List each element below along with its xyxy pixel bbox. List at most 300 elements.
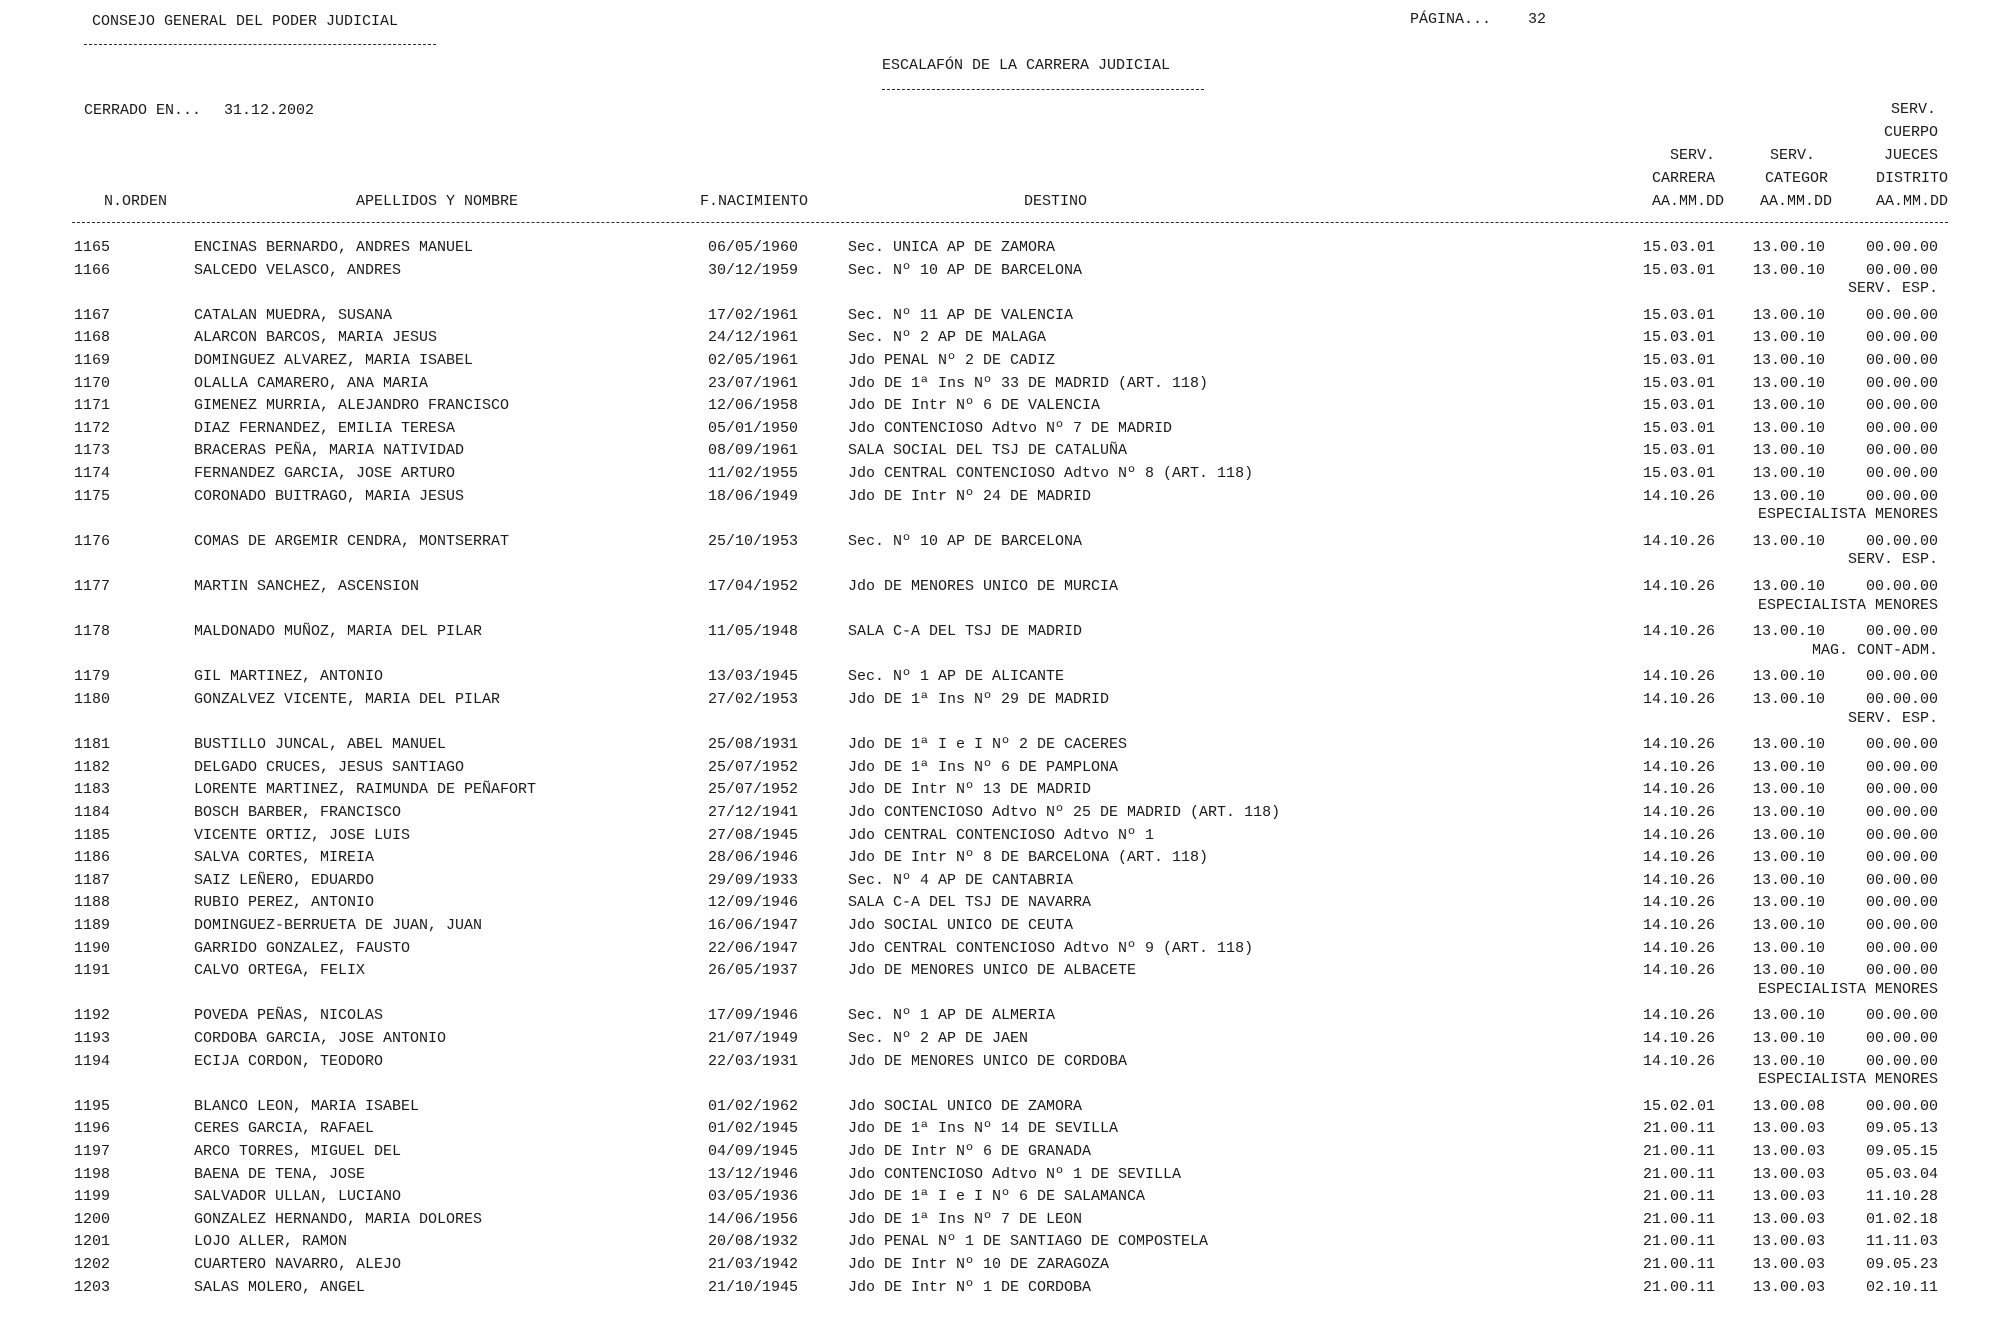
row-birth-date: 21/07/1949 bbox=[708, 1030, 799, 1047]
col-header-nacimiento: F.NACIMIENTO bbox=[700, 193, 809, 210]
table-row bbox=[0, 487, 2000, 507]
row-serv-distrito: 00.00.00 bbox=[1865, 871, 1938, 889]
row-serv-categoria: 13.00.03 bbox=[1752, 1120, 1825, 1138]
row-serv-categoria: 13.00.10 bbox=[1752, 758, 1825, 776]
row-name: GIMENEZ MURRIA, ALEJANDRO FRANCISCO bbox=[194, 397, 510, 415]
col-header-categor-1: SERV. bbox=[1769, 147, 1815, 164]
row-destination: Jdo SOCIAL UNICO DE ZAMORA bbox=[848, 1097, 1083, 1115]
row-birth-date: 02/05/1961 bbox=[708, 352, 799, 369]
row-serv-categoria: 13.00.10 bbox=[1752, 826, 1825, 844]
row-number: 1167 bbox=[74, 306, 111, 324]
row-serv-carrera: 14.10.26 bbox=[1642, 668, 1715, 686]
row-number: 1182 bbox=[74, 758, 111, 776]
row-number: 1166 bbox=[74, 261, 111, 279]
row-serv-categoria: 13.00.10 bbox=[1752, 781, 1825, 799]
col-header-carrera-2: CARRERA bbox=[1651, 170, 1715, 187]
col-header-categor-3: AA.MM.DD bbox=[1759, 193, 1832, 210]
row-number: 1169 bbox=[74, 352, 111, 369]
row-destination: Sec. Nº 2 AP DE JAEN bbox=[848, 1030, 1029, 1047]
row-number: 1201 bbox=[74, 1233, 111, 1251]
table-row bbox=[0, 758, 2000, 778]
row-serv-categoria: 13.00.10 bbox=[1752, 442, 1825, 460]
row-serv-carrera: 21.00.11 bbox=[1642, 1165, 1715, 1183]
table-row bbox=[0, 419, 2000, 439]
row-serv-distrito: 05.03.04 bbox=[1865, 1165, 1938, 1183]
row-serv-categoria: 13.00.03 bbox=[1752, 1233, 1825, 1251]
row-serv-categoria: 13.00.10 bbox=[1752, 465, 1825, 482]
row-serv-distrito: 11.11.03 bbox=[1865, 1233, 1938, 1251]
row-serv-distrito: 00.00.00 bbox=[1865, 691, 1938, 708]
table-row bbox=[0, 803, 2000, 823]
row-serv-distrito: 00.00.00 bbox=[1865, 939, 1938, 957]
organization-name: CONSEJO GENERAL DEL PODER JUDICIAL bbox=[92, 13, 399, 30]
table-row bbox=[0, 1119, 2000, 1139]
row-serv-distrito: 00.00.00 bbox=[1865, 758, 1938, 776]
row-serv-categoria: 13.00.10 bbox=[1752, 668, 1825, 686]
row-birth-date: 25/07/1952 bbox=[708, 758, 799, 776]
row-birth-date: 23/07/1961 bbox=[708, 374, 799, 392]
row-name: ALARCON BARCOS, MARIA JESUS bbox=[194, 329, 438, 347]
row-destination: Jdo DE Intr Nº 1 DE CORDOBA bbox=[848, 1278, 1092, 1296]
col-header-distrito-3: JUECES bbox=[1883, 147, 1938, 164]
row-birth-date: 25/10/1953 bbox=[708, 532, 799, 550]
row-birth-date: 22/06/1947 bbox=[708, 939, 799, 957]
row-serv-categoria: 13.00.03 bbox=[1752, 1165, 1825, 1183]
row-birth-date: 16/06/1947 bbox=[708, 917, 799, 934]
page-number: 32 bbox=[1528, 11, 1547, 28]
row-serv-carrera: 21.00.11 bbox=[1642, 1143, 1715, 1160]
row-birth-date: 17/09/1946 bbox=[708, 1007, 799, 1025]
row-name: SALVADOR ULLAN, LUCIANO bbox=[194, 1188, 402, 1206]
table-row bbox=[0, 1097, 2000, 1117]
row-name: BRACERAS PEÑA, MARIA NATIVIDAD bbox=[194, 442, 465, 460]
row-serv-carrera: 14.10.26 bbox=[1642, 758, 1715, 776]
row-name: ENCINAS BERNARDO, ANDRES MANUEL bbox=[194, 239, 474, 256]
row-name: LOJO ALLER, RAMON bbox=[194, 1233, 348, 1251]
row-serv-carrera: 14.10.26 bbox=[1642, 691, 1715, 708]
row-name: SALCEDO VELASCO, ANDRES bbox=[194, 261, 402, 279]
table-row bbox=[0, 396, 2000, 416]
row-name: BUSTILLO JUNCAL, ABEL MANUEL bbox=[194, 736, 447, 754]
row-serv-distrito: 00.00.00 bbox=[1865, 261, 1938, 279]
row-birth-date: 20/08/1932 bbox=[708, 1233, 799, 1251]
row-serv-carrera: 15.03.01 bbox=[1642, 329, 1715, 347]
row-destination: Jdo PENAL Nº 2 DE CADIZ bbox=[848, 352, 1056, 369]
row-serv-categoria: 13.00.10 bbox=[1752, 1007, 1825, 1025]
row-destination: SALA C-A DEL TSJ DE MADRID bbox=[848, 623, 1083, 641]
table-row bbox=[0, 577, 2000, 597]
col-header-categor-2: CATEGOR bbox=[1764, 170, 1828, 187]
closed-date: 31.12.2002 bbox=[224, 102, 315, 119]
row-birth-date: 11/05/1948 bbox=[708, 623, 799, 641]
row-birth-date: 21/10/1945 bbox=[708, 1278, 799, 1296]
row-name: BOSCH BARBER, FRANCISCO bbox=[194, 804, 402, 821]
row-number: 1203 bbox=[74, 1278, 111, 1296]
row-serv-carrera: 14.10.26 bbox=[1642, 894, 1715, 912]
row-serv-categoria: 13.00.03 bbox=[1752, 1188, 1825, 1206]
row-name: RUBIO PEREZ, ANTONIO bbox=[194, 894, 375, 912]
col-header-nombre: APELLIDOS Y NOMBRE bbox=[356, 193, 519, 210]
row-destination: Jdo DE MENORES UNICO DE ALBACETE bbox=[848, 962, 1137, 980]
row-birth-date: 03/05/1936 bbox=[708, 1188, 799, 1206]
row-destination: Sec. UNICA AP DE ZAMORA bbox=[848, 239, 1056, 256]
row-serv-carrera: 14.10.26 bbox=[1642, 871, 1715, 889]
row-serv-categoria: 13.00.10 bbox=[1752, 736, 1825, 754]
col-header-carrera-1: SERV. bbox=[1669, 147, 1715, 164]
row-number: 1179 bbox=[74, 668, 111, 686]
row-destination: Jdo PENAL Nº 1 DE SANTIAGO DE COMPOSTELA bbox=[848, 1233, 1209, 1251]
row-serv-categoria: 13.00.03 bbox=[1752, 1278, 1825, 1296]
row-serv-distrito: 00.00.00 bbox=[1865, 397, 1938, 415]
row-birth-date: 29/09/1933 bbox=[708, 871, 799, 889]
row-serv-categoria: 13.00.03 bbox=[1752, 1256, 1825, 1273]
row-note: MAG. CONT-ADM. bbox=[1811, 641, 1938, 659]
row-number: 1177 bbox=[74, 578, 111, 595]
row-name: CUARTERO NAVARRO, ALEJO bbox=[194, 1256, 402, 1273]
row-destination: Jdo DE MENORES UNICO DE MURCIA bbox=[848, 578, 1119, 595]
row-serv-distrito: 02.10.11 bbox=[1865, 1278, 1938, 1296]
row-name: DELGADO CRUCES, JESUS SANTIAGO bbox=[194, 758, 465, 776]
table-row bbox=[0, 1210, 2000, 1230]
row-serv-categoria: 13.00.10 bbox=[1752, 1030, 1825, 1047]
row-serv-distrito: 00.00.00 bbox=[1865, 623, 1938, 641]
row-serv-categoria: 13.00.10 bbox=[1752, 894, 1825, 912]
row-serv-carrera: 14.10.26 bbox=[1642, 826, 1715, 844]
row-serv-carrera: 15.03.01 bbox=[1642, 352, 1715, 369]
row-name: SAIZ LEÑERO, EDUARDO bbox=[194, 871, 375, 889]
row-name: CORONADO BUITRAGO, MARIA JESUS bbox=[194, 487, 465, 505]
row-destination: SALA SOCIAL DEL TSJ DE CATALUÑA bbox=[848, 442, 1128, 460]
row-number: 1170 bbox=[74, 374, 111, 392]
row-serv-carrera: 14.10.26 bbox=[1642, 736, 1715, 754]
row-serv-categoria: 13.00.10 bbox=[1752, 623, 1825, 641]
row-number: 1200 bbox=[74, 1210, 111, 1228]
row-destination: Jdo DE 1ª Ins Nº 6 DE PAMPLONA bbox=[848, 758, 1119, 776]
table-row bbox=[0, 441, 2000, 461]
row-note: SERV. ESP. bbox=[1847, 551, 1938, 569]
row-serv-carrera: 15.03.01 bbox=[1642, 419, 1715, 437]
row-note: ESPECIALISTA MENORES bbox=[1757, 596, 1938, 614]
row-number: 1186 bbox=[74, 849, 111, 867]
row-serv-carrera: 14.10.26 bbox=[1642, 532, 1715, 550]
row-serv-carrera: 15.03.01 bbox=[1642, 306, 1715, 324]
row-name: OLALLA CAMARERO, ANA MARIA bbox=[194, 374, 429, 392]
table-row bbox=[0, 690, 2000, 710]
row-name: FERNANDEZ GARCIA, JOSE ARTURO bbox=[194, 465, 456, 482]
row-name: CATALAN MUEDRA, SUSANA bbox=[194, 306, 393, 324]
row-serv-distrito: 01.02.18 bbox=[1865, 1210, 1938, 1228]
row-number: 1194 bbox=[74, 1052, 111, 1070]
col-header-destino: DESTINO bbox=[1024, 193, 1088, 210]
row-name: DOMINGUEZ ALVAREZ, MARIA ISABEL bbox=[194, 352, 474, 369]
row-serv-distrito: 00.00.00 bbox=[1865, 736, 1938, 754]
row-number: 1197 bbox=[74, 1143, 111, 1160]
row-number: 1187 bbox=[74, 871, 111, 889]
row-number: 1178 bbox=[74, 623, 111, 641]
row-number: 1185 bbox=[74, 826, 111, 844]
table-row bbox=[0, 261, 2000, 281]
table-row bbox=[0, 961, 2000, 981]
row-number: 1173 bbox=[74, 442, 111, 460]
row-serv-carrera: 15.03.01 bbox=[1642, 397, 1715, 415]
row-name: ARCO TORRES, MIGUEL DEL bbox=[194, 1143, 402, 1160]
row-serv-distrito: 00.00.00 bbox=[1865, 487, 1938, 505]
row-serv-carrera: 21.00.11 bbox=[1642, 1256, 1715, 1273]
row-destination: Jdo DE Intr Nº 6 DE VALENCIA bbox=[848, 397, 1101, 415]
row-number: 1193 bbox=[74, 1030, 111, 1047]
row-birth-date: 25/07/1952 bbox=[708, 781, 799, 799]
row-note: SERV. ESP. bbox=[1847, 280, 1938, 298]
row-name: DIAZ FERNANDEZ, EMILIA TERESA bbox=[194, 419, 456, 437]
table-row bbox=[0, 667, 2000, 687]
row-birth-date: 13/12/1946 bbox=[708, 1165, 799, 1183]
row-birth-date: 26/05/1937 bbox=[708, 962, 799, 980]
row-serv-distrito: 00.00.00 bbox=[1865, 465, 1938, 482]
row-name: GONZALEZ HERNANDO, MARIA DOLORES bbox=[194, 1210, 483, 1228]
row-destination: Jdo DE 1ª I e I Nº 2 DE CACERES bbox=[848, 736, 1128, 754]
row-birth-date: 28/06/1946 bbox=[708, 849, 799, 867]
row-serv-distrito: 00.00.00 bbox=[1865, 1052, 1938, 1070]
row-name: GIL MARTINEZ, ANTONIO bbox=[194, 668, 384, 686]
row-serv-carrera: 14.10.26 bbox=[1642, 1030, 1715, 1047]
row-serv-categoria: 13.00.10 bbox=[1752, 306, 1825, 324]
row-number: 1202 bbox=[74, 1256, 111, 1273]
row-serv-distrito: 00.00.00 bbox=[1865, 917, 1938, 934]
col-header-distrito-5: AA.MM.DD bbox=[1875, 193, 1948, 210]
row-serv-categoria: 13.00.10 bbox=[1752, 849, 1825, 867]
row-serv-categoria: 13.00.10 bbox=[1752, 261, 1825, 279]
row-name: DOMINGUEZ-BERRUETA DE JUAN, JUAN bbox=[194, 917, 483, 934]
document-title: ESCALAFÓN DE LA CARRERA JUDICIAL bbox=[882, 57, 1171, 74]
row-name: SALAS MOLERO, ANGEL bbox=[194, 1278, 366, 1296]
table-row bbox=[0, 939, 2000, 959]
row-birth-date: 17/02/1961 bbox=[708, 306, 799, 324]
row-destination: Sec. Nº 1 AP DE ALICANTE bbox=[848, 668, 1065, 686]
row-number: 1172 bbox=[74, 419, 111, 437]
row-serv-distrito: 00.00.00 bbox=[1865, 239, 1938, 256]
row-serv-categoria: 13.00.10 bbox=[1752, 939, 1825, 957]
row-serv-carrera: 15.03.01 bbox=[1642, 239, 1715, 256]
row-destination: Jdo CONTENCIOSO Adtvo Nº 1 DE SEVILLA bbox=[848, 1165, 1182, 1183]
row-name: SALVA CORTES, MIREIA bbox=[194, 849, 375, 867]
row-serv-distrito: 00.00.00 bbox=[1865, 804, 1938, 821]
row-birth-date: 27/12/1941 bbox=[708, 804, 799, 821]
row-number: 1168 bbox=[74, 329, 111, 347]
row-serv-categoria: 13.00.10 bbox=[1752, 578, 1825, 595]
row-name: ECIJA CORDON, TEODORO bbox=[194, 1052, 384, 1070]
table-row bbox=[0, 464, 2000, 484]
row-number: 1184 bbox=[74, 804, 111, 821]
row-note: ESPECIALISTA MENORES bbox=[1757, 980, 1938, 998]
row-destination: Jdo DE MENORES UNICO DE CORDOBA bbox=[848, 1052, 1128, 1070]
row-destination: Jdo CONTENCIOSO Adtvo Nº 7 DE MADRID bbox=[848, 419, 1173, 437]
table-row bbox=[0, 532, 2000, 552]
row-birth-date: 22/03/1931 bbox=[708, 1052, 799, 1070]
table-row bbox=[0, 1165, 2000, 1185]
table-row bbox=[0, 328, 2000, 348]
table-row bbox=[0, 622, 2000, 642]
page-label: PÁGINA... bbox=[1410, 11, 1492, 28]
row-name: LORENTE MARTINEZ, RAIMUNDA DE PEÑAFORT bbox=[194, 781, 537, 799]
row-number: 1195 bbox=[74, 1097, 111, 1115]
row-serv-distrito: 00.00.00 bbox=[1865, 1030, 1938, 1047]
row-number: 1196 bbox=[74, 1120, 111, 1138]
table-row bbox=[0, 893, 2000, 913]
row-serv-categoria: 13.00.10 bbox=[1752, 917, 1825, 934]
row-number: 1175 bbox=[74, 487, 111, 505]
row-serv-distrito: 11.10.28 bbox=[1865, 1188, 1938, 1206]
row-destination: Jdo DE Intr Nº 13 DE MADRID bbox=[848, 781, 1092, 799]
row-serv-carrera: 14.10.26 bbox=[1642, 781, 1715, 799]
table-row bbox=[0, 1029, 2000, 1049]
row-serv-carrera: 14.10.26 bbox=[1642, 804, 1715, 821]
row-destination: Jdo DE 1ª Ins Nº 14 DE SEVILLA bbox=[848, 1120, 1119, 1138]
table-row bbox=[0, 848, 2000, 868]
row-serv-distrito: 00.00.00 bbox=[1865, 352, 1938, 369]
row-serv-carrera: 21.00.11 bbox=[1642, 1120, 1715, 1138]
table-row bbox=[0, 1232, 2000, 1252]
row-number: 1171 bbox=[74, 397, 111, 415]
row-birth-date: 06/05/1960 bbox=[708, 239, 799, 256]
row-birth-date: 30/12/1959 bbox=[708, 261, 799, 279]
row-number: 1198 bbox=[74, 1165, 111, 1183]
row-birth-date: 24/12/1961 bbox=[708, 329, 799, 347]
row-destination: Sec. Nº 11 AP DE VALENCIA bbox=[848, 306, 1074, 324]
row-name: MALDONADO MUÑOZ, MARIA DEL PILAR bbox=[194, 623, 483, 641]
row-serv-categoria: 13.00.10 bbox=[1752, 397, 1825, 415]
row-serv-categoria: 13.00.10 bbox=[1752, 329, 1825, 347]
row-destination: Sec. Nº 10 AP DE BARCELONA bbox=[848, 261, 1083, 279]
col-header-distrito-1: SERV. bbox=[1890, 101, 1936, 118]
row-serv-carrera: 15.03.01 bbox=[1642, 374, 1715, 392]
row-serv-carrera: 21.00.11 bbox=[1642, 1210, 1715, 1228]
row-destination: Jdo DE Intr Nº 24 DE MADRID bbox=[848, 487, 1092, 505]
row-serv-distrito: 09.05.13 bbox=[1865, 1120, 1938, 1138]
row-destination: Sec. Nº 10 AP DE BARCELONA bbox=[848, 532, 1083, 550]
row-serv-categoria: 13.00.10 bbox=[1752, 1052, 1825, 1070]
row-serv-carrera: 15.03.01 bbox=[1642, 261, 1715, 279]
row-serv-carrera: 14.10.26 bbox=[1642, 1052, 1715, 1070]
row-destination: Sec. Nº 2 AP DE MALAGA bbox=[848, 329, 1047, 347]
row-serv-distrito: 09.05.23 bbox=[1865, 1256, 1938, 1273]
table-row bbox=[0, 238, 2000, 258]
row-serv-distrito: 00.00.00 bbox=[1865, 532, 1938, 550]
row-serv-carrera: 15.02.01 bbox=[1642, 1097, 1715, 1115]
row-serv-distrito: 00.00.00 bbox=[1865, 668, 1938, 686]
row-serv-carrera: 21.00.11 bbox=[1642, 1233, 1715, 1251]
row-serv-categoria: 13.00.10 bbox=[1752, 532, 1825, 550]
row-serv-categoria: 13.00.03 bbox=[1752, 1143, 1825, 1160]
row-birth-date: 25/08/1931 bbox=[708, 736, 799, 754]
row-number: 1165 bbox=[74, 239, 111, 256]
row-destination: Jdo DE 1ª Ins Nº 29 DE MADRID bbox=[848, 691, 1110, 708]
row-name: GARRIDO GONZALEZ, FAUSTO bbox=[194, 939, 411, 957]
row-number: 1191 bbox=[74, 962, 111, 980]
row-destination: Jdo CONTENCIOSO Adtvo Nº 25 DE MADRID (ART. 118) bbox=[848, 804, 1281, 821]
row-number: 1190 bbox=[74, 939, 111, 957]
row-serv-carrera: 15.03.01 bbox=[1642, 442, 1715, 460]
row-serv-distrito: 00.00.00 bbox=[1865, 894, 1938, 912]
row-note: SERV. ESP. bbox=[1847, 709, 1938, 727]
row-serv-categoria: 13.00.10 bbox=[1752, 419, 1825, 437]
row-name: COMAS DE ARGEMIR CENDRA, MONTSERRAT bbox=[194, 532, 510, 550]
row-serv-categoria: 13.00.10 bbox=[1752, 691, 1825, 708]
row-number: 1183 bbox=[74, 781, 111, 799]
row-name: BLANCO LEON, MARIA ISABEL bbox=[194, 1097, 420, 1115]
row-birth-date: 08/09/1961 bbox=[708, 442, 799, 460]
row-birth-date: 27/02/1953 bbox=[708, 691, 799, 708]
row-birth-date: 12/06/1958 bbox=[708, 397, 799, 415]
table-row bbox=[0, 351, 2000, 371]
table-row bbox=[0, 1255, 2000, 1275]
table-row bbox=[0, 1187, 2000, 1207]
row-name: CALVO ORTEGA, FELIX bbox=[194, 962, 366, 980]
row-birth-date: 01/02/1945 bbox=[708, 1120, 799, 1138]
row-destination: Jdo DE 1ª I e I Nº 6 DE SALAMANCA bbox=[848, 1188, 1146, 1206]
row-serv-carrera: 15.03.01 bbox=[1642, 465, 1715, 482]
row-name: POVEDA PEÑAS, NICOLAS bbox=[194, 1007, 384, 1025]
row-serv-categoria: 13.00.10 bbox=[1752, 487, 1825, 505]
row-name: CERES GARCIA, RAFAEL bbox=[194, 1120, 375, 1138]
row-note: ESPECIALISTA MENORES bbox=[1757, 506, 1938, 524]
row-serv-categoria: 13.00.10 bbox=[1752, 374, 1825, 392]
row-note: ESPECIALISTA MENORES bbox=[1757, 1071, 1938, 1089]
row-serv-categoria: 13.00.10 bbox=[1752, 352, 1825, 369]
table-row bbox=[0, 1006, 2000, 1026]
row-birth-date: 12/09/1946 bbox=[708, 894, 799, 912]
table-row bbox=[0, 1278, 2000, 1298]
row-birth-date: 14/06/1956 bbox=[708, 1210, 799, 1228]
row-number: 1180 bbox=[74, 691, 111, 708]
table-row bbox=[0, 735, 2000, 755]
row-serv-carrera: 14.10.26 bbox=[1642, 849, 1715, 867]
row-number: 1176 bbox=[74, 532, 111, 550]
row-destination: Jdo DE 1ª Ins Nº 7 DE LEON bbox=[848, 1210, 1083, 1228]
row-number: 1181 bbox=[74, 736, 111, 754]
row-name: MARTIN SANCHEZ, ASCENSION bbox=[194, 578, 420, 595]
row-destination: Sec. Nº 4 AP DE CANTABRIA bbox=[848, 871, 1074, 889]
row-serv-distrito: 00.00.00 bbox=[1865, 419, 1938, 437]
row-serv-categoria: 13.00.10 bbox=[1752, 962, 1825, 980]
row-serv-distrito: 00.00.00 bbox=[1865, 306, 1938, 324]
row-name: CORDOBA GARCIA, JOSE ANTONIO bbox=[194, 1030, 447, 1047]
row-serv-distrito: 00.00.00 bbox=[1865, 962, 1938, 980]
table-row bbox=[0, 916, 2000, 936]
table-row bbox=[0, 374, 2000, 394]
row-serv-carrera: 14.10.26 bbox=[1642, 1007, 1715, 1025]
row-number: 1174 bbox=[74, 465, 111, 482]
row-birth-date: 04/09/1945 bbox=[708, 1143, 799, 1160]
row-serv-carrera: 14.10.26 bbox=[1642, 917, 1715, 934]
col-header-distrito-4: DISTRITO bbox=[1875, 170, 1948, 187]
row-destination: Sec. Nº 1 AP DE ALMERIA bbox=[848, 1007, 1056, 1025]
row-serv-distrito: 00.00.00 bbox=[1865, 826, 1938, 844]
row-serv-distrito: 00.00.00 bbox=[1865, 781, 1938, 799]
row-serv-carrera: 14.10.26 bbox=[1642, 939, 1715, 957]
row-destination: Jdo CENTRAL CONTENCIOSO Adtvo Nº 8 (ART. 118) bbox=[848, 465, 1254, 482]
row-name: BAENA DE TENA, JOSE bbox=[194, 1165, 366, 1183]
row-serv-distrito: 00.00.00 bbox=[1865, 1097, 1938, 1115]
row-destination: Jdo SOCIAL UNICO DE CEUTA bbox=[848, 917, 1074, 934]
table-row bbox=[0, 306, 2000, 326]
row-serv-carrera: 21.00.11 bbox=[1642, 1188, 1715, 1206]
row-serv-distrito: 00.00.00 bbox=[1865, 374, 1938, 392]
col-header-distrito-2: CUERPO bbox=[1883, 124, 1938, 141]
row-birth-date: 18/06/1949 bbox=[708, 487, 799, 505]
row-destination: Jdo CENTRAL CONTENCIOSO Adtvo Nº 1 bbox=[848, 826, 1155, 844]
row-serv-categoria: 13.00.10 bbox=[1752, 804, 1825, 821]
row-birth-date: 01/02/1962 bbox=[708, 1097, 799, 1115]
